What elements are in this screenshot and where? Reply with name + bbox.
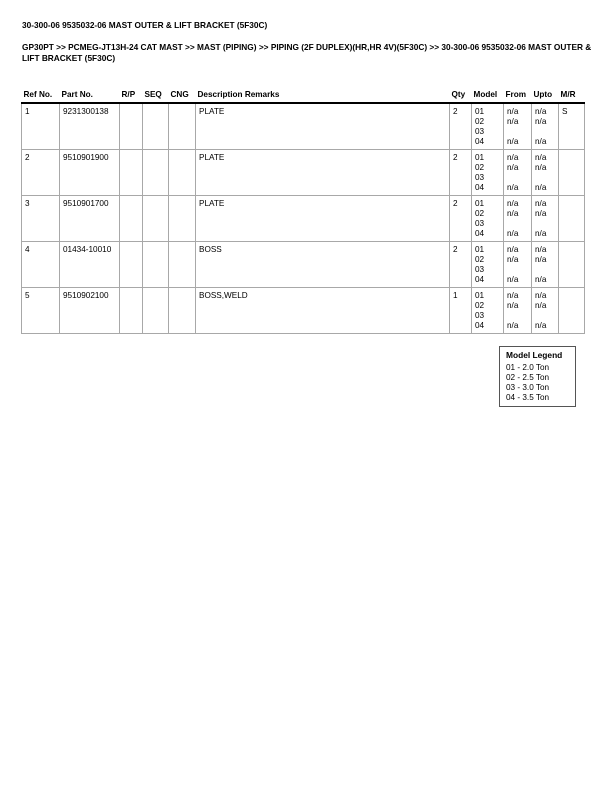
model-code: 03 bbox=[475, 172, 485, 182]
upto-value: n/a bbox=[535, 199, 547, 208]
cell-cng bbox=[169, 196, 196, 242]
upto-value bbox=[535, 311, 556, 321]
cell-model bbox=[472, 196, 504, 242]
from-value: n/a bbox=[507, 136, 519, 146]
cell-from bbox=[504, 242, 532, 288]
from-value bbox=[507, 127, 529, 137]
model-code: 02 bbox=[475, 208, 485, 218]
header-ref: Ref No. bbox=[22, 86, 60, 103]
model-code: 04 bbox=[475, 274, 485, 284]
from-value: n/a bbox=[507, 107, 519, 116]
cell-rp bbox=[120, 103, 143, 150]
table-row bbox=[22, 150, 585, 196]
upto-value: n/a bbox=[535, 116, 547, 126]
breadcrumb: GP30PT >> PCMEG-JT13H-24 CAT MAST >> MAST (PIPING) >> PIPING (2F DUPLEX)(HR,HR 4V)(5F30C) >> 30-300-06 9535032-06 MAST OUTER & LIFT BRACKET (5F30C) bbox=[22, 42, 592, 63]
upto-value: n/a bbox=[535, 245, 547, 254]
from-value: n/a bbox=[507, 274, 519, 284]
upto-value: n/a bbox=[535, 228, 547, 238]
from-value: n/a bbox=[507, 245, 519, 254]
table-row bbox=[22, 103, 585, 150]
header-cng: CNG bbox=[169, 86, 196, 103]
cell-rp bbox=[120, 196, 143, 242]
upto-value: n/a bbox=[535, 291, 547, 300]
cell-model bbox=[472, 150, 504, 196]
table-row bbox=[22, 242, 585, 288]
cell-description: BOSS bbox=[196, 242, 450, 288]
model-code: 04 bbox=[475, 136, 485, 146]
cell-ref: 3 bbox=[22, 196, 60, 242]
upto-value bbox=[535, 127, 556, 137]
cell-mr bbox=[559, 242, 585, 288]
table-row bbox=[22, 288, 585, 334]
cell-part-no: 9510901900 bbox=[60, 150, 120, 196]
upto-value: n/a bbox=[535, 162, 547, 172]
from-value bbox=[507, 311, 529, 321]
from-value: n/a bbox=[507, 320, 519, 330]
cell-seq bbox=[143, 242, 169, 288]
cell-mr bbox=[559, 150, 585, 196]
model-code: 03 bbox=[475, 264, 485, 274]
cell-qty: 2 bbox=[450, 150, 472, 196]
from-value: n/a bbox=[507, 254, 519, 264]
upto-value: n/a bbox=[535, 208, 547, 218]
cell-qty: 2 bbox=[450, 242, 472, 288]
model-code: 01 bbox=[475, 291, 485, 300]
cell-mr bbox=[559, 196, 585, 242]
upto-value: n/a bbox=[535, 107, 547, 116]
model-code: 04 bbox=[475, 320, 485, 330]
model-code: 03 bbox=[475, 218, 485, 228]
cell-part-no: 9231300138 bbox=[60, 103, 120, 150]
upto-value: n/a bbox=[535, 300, 547, 310]
from-value: n/a bbox=[507, 300, 519, 310]
from-value: n/a bbox=[507, 228, 519, 238]
header-rp: R/P bbox=[120, 86, 143, 103]
model-code: 04 bbox=[475, 228, 485, 238]
from-value bbox=[507, 265, 529, 275]
upto-value: n/a bbox=[535, 254, 547, 264]
cell-cng bbox=[169, 242, 196, 288]
cell-ref: 5 bbox=[22, 288, 60, 334]
upto-value bbox=[535, 219, 556, 229]
cell-mr bbox=[559, 288, 585, 334]
model-legend bbox=[499, 346, 576, 407]
table-header-row bbox=[22, 86, 585, 103]
cell-from bbox=[504, 150, 532, 196]
model-code: 04 bbox=[475, 182, 485, 192]
upto-value: n/a bbox=[535, 320, 547, 330]
cell-cng bbox=[169, 103, 196, 150]
model-code: 01 bbox=[475, 245, 485, 254]
cell-model bbox=[472, 288, 504, 334]
from-value: n/a bbox=[507, 116, 519, 126]
cell-ref: 1 bbox=[22, 103, 60, 150]
cell-ref: 4 bbox=[22, 242, 60, 288]
header-qty: Qty bbox=[450, 86, 472, 103]
model-code: 03 bbox=[475, 126, 485, 136]
cell-from bbox=[504, 288, 532, 334]
from-value: n/a bbox=[507, 291, 519, 300]
model-code: 02 bbox=[475, 162, 485, 172]
from-value: n/a bbox=[507, 153, 519, 162]
cell-part-no: 9510902100 bbox=[60, 288, 120, 334]
cell-rp bbox=[120, 288, 143, 334]
legend-item: 03 - 3.0 Ton bbox=[506, 383, 550, 392]
header-description: Description Remarks bbox=[196, 86, 450, 103]
from-value bbox=[507, 219, 529, 229]
model-code: 02 bbox=[475, 254, 485, 264]
cell-qty: 1 bbox=[450, 288, 472, 334]
cell-part-no: 01434-10010 bbox=[60, 242, 120, 288]
cell-mr: S bbox=[559, 103, 585, 150]
upto-value: n/a bbox=[535, 274, 547, 284]
model-code: 01 bbox=[475, 199, 485, 208]
cell-qty: 2 bbox=[450, 196, 472, 242]
legend-item: 02 - 2.5 Ton bbox=[506, 373, 550, 382]
upto-value: n/a bbox=[535, 182, 547, 192]
from-value: n/a bbox=[507, 208, 519, 218]
legend-item: 01 - 2.0 Ton bbox=[506, 363, 550, 372]
upto-value: n/a bbox=[535, 153, 547, 162]
upto-value bbox=[535, 173, 556, 183]
cell-rp bbox=[120, 242, 143, 288]
cell-description: BOSS,WELD bbox=[196, 288, 450, 334]
from-value: n/a bbox=[507, 199, 519, 208]
cell-description: PLATE bbox=[196, 196, 450, 242]
cell-qty: 2 bbox=[450, 103, 472, 150]
cell-upto bbox=[532, 242, 559, 288]
cell-seq bbox=[143, 288, 169, 334]
upto-value bbox=[535, 265, 556, 275]
cell-from bbox=[504, 103, 532, 150]
cell-from bbox=[504, 196, 532, 242]
legend-item: 04 - 3.5 Ton bbox=[506, 393, 550, 402]
from-value bbox=[507, 173, 529, 183]
cell-part-no: 9510901700 bbox=[60, 196, 120, 242]
cell-model bbox=[472, 103, 504, 150]
header-upto: Upto bbox=[532, 86, 559, 103]
parts-table bbox=[21, 86, 585, 334]
cell-model bbox=[472, 242, 504, 288]
cell-seq bbox=[143, 103, 169, 150]
cell-upto bbox=[532, 288, 559, 334]
header-model: Model bbox=[472, 86, 504, 103]
cell-cng bbox=[169, 288, 196, 334]
header-mr: M/R bbox=[559, 86, 585, 103]
header-seq: SEQ bbox=[143, 86, 169, 103]
cell-description: PLATE bbox=[196, 103, 450, 150]
cell-ref: 2 bbox=[22, 150, 60, 196]
model-code: 03 bbox=[475, 310, 485, 320]
cell-cng bbox=[169, 150, 196, 196]
model-code: 02 bbox=[475, 300, 485, 310]
header-from: From bbox=[504, 86, 532, 103]
cell-upto bbox=[532, 150, 559, 196]
model-code: 01 bbox=[475, 107, 485, 116]
model-code: 01 bbox=[475, 153, 485, 162]
cell-rp bbox=[120, 150, 143, 196]
cell-upto bbox=[532, 103, 559, 150]
page-title: 30-300-06 9535032-06 MAST OUTER & LIFT BRACKET (5F30C) bbox=[22, 20, 268, 30]
header-part-no: Part No. bbox=[60, 86, 120, 103]
cell-seq bbox=[143, 150, 169, 196]
cell-seq bbox=[143, 196, 169, 242]
upto-value: n/a bbox=[535, 136, 547, 146]
model-code: 02 bbox=[475, 116, 485, 126]
cell-upto bbox=[532, 196, 559, 242]
from-value: n/a bbox=[507, 182, 519, 192]
table-row bbox=[22, 196, 585, 242]
from-value: n/a bbox=[507, 162, 519, 172]
legend-title: Model Legend bbox=[506, 350, 563, 360]
cell-description: PLATE bbox=[196, 150, 450, 196]
